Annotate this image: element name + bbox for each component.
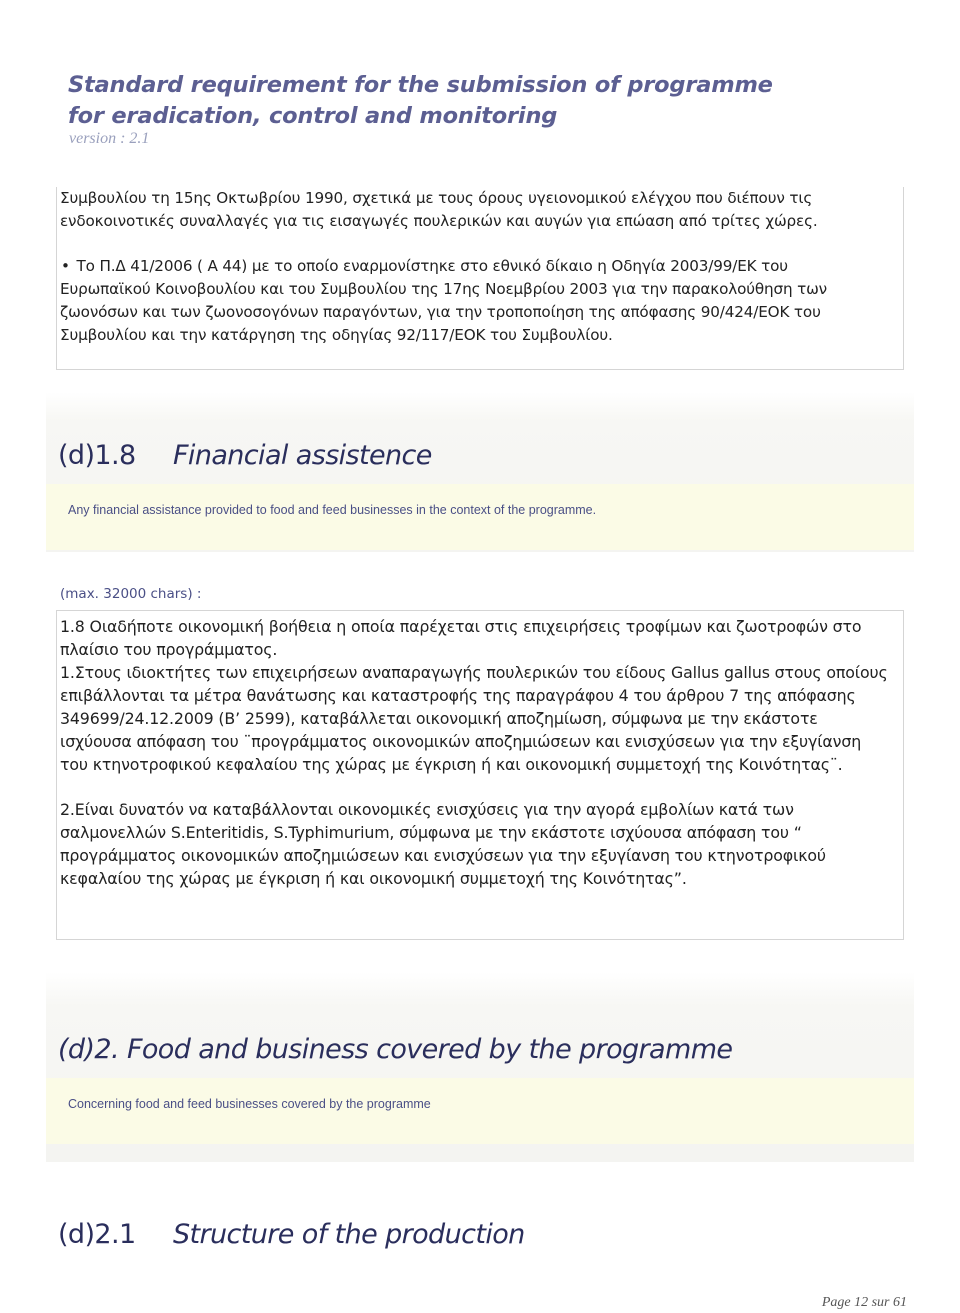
text-line: του κτηνοτροφικού κεφαλαίου της χώρας με έγκριση ή και οικονομική συμμετοχή της Κοινότητας¨. [60,755,843,774]
description-band [46,484,914,550]
section-heading-financial-assistance [58,440,432,471]
section-number: (d)2.1 [58,1219,136,1250]
document-title [68,70,773,132]
text-line: επιβάλλονται τα μέτρα θανάτωσης και καταστροφής της παραγράφου 4 του άρθρου 7 της απόφασης [60,686,856,705]
text-line: Συμβουλίου και την κατάργηση της οδηγίας 92/117/ΕΟΚ του Συμβουλίου. [60,326,613,344]
text-line: 349699/24.12.2009 (Β’ 2599), καταβάλλεται οικονομική αποζημίωση, σύμφωνα με την εκάστοτε [60,709,818,728]
section-heading-structure-production [58,1219,525,1250]
text-line: Το Π.Δ 41/2006 ( Α 44) με το οποίο εναρμονίστηκε στο εθνικό δίκαιο η Οδηγία 2003/99/ΕΚ του [76,257,788,275]
text-box-content [57,611,903,890]
description-band [46,1078,914,1144]
text-box-financial-assistance[interactable] [56,610,904,940]
text-line: 2.Είναι δυνατόν να καταβάλλονται οικονομικές ενισχύσεις για την αγορά εμβολίων κατά των [60,800,794,819]
section-description: Any financial assistance provided to food and feed businesses in the context of the programme. [68,503,597,517]
text-line: ισχύουσα απόφαση του ¨προγράμματος οικονομικών αποζημιώσεων και ενισχύσεων για την εξυγίανση [60,732,862,751]
text-line: 1.Στους ιδιοκτήτες των επιχειρήσεων αναπαραγωγής πουλερικών του είδους Gallus gallus στους οποίους [60,663,888,682]
text-line: ενδοκοινοτικές συναλλαγές για τις εισαγωγές πουλερικών και αυγών για επώαση από τρίτες χώρες. [60,212,818,230]
document-title-line-2: for eradication, control and monitoring [68,103,558,129]
text-line: Συμβουλίου τη 15ης Οκτωβρίου 1990, σχετικά με τους όρους υγειονομικού ελέγχου που διέπουν τις [60,189,813,207]
bullet-icon: • [61,257,70,275]
text-line: πλαίσιο του προγράμματος. [60,640,278,659]
text-line: σαλμονελλών S.Enteritidis, S.Typhimurium, σύμφωνα με την εκάστοτε ισχύουσα απόφαση του “ [60,823,802,842]
text-line: ζωονόσων και των ζωονοσογόνων παραγόντων, για την τροποποίηση της απόφασης 90/424/ΕΟΚ του [60,303,821,321]
text-line: κεφαλαίου της χώρας με έγκριση ή και οικονομική συμμετοχή της Κοινότητας”. [60,869,687,888]
text-box-legislation [56,187,904,370]
max-chars-label: (max. 32000 chars) : [60,586,202,602]
text-line: προγράμματος οικονομικών αποζημιώσεων και ενισχύσεων για την εξυγίανση του κτηνοτροφικού [60,846,826,865]
document-title-line-1: Standard requirement for the submission of programme [68,72,773,98]
bullet-paragraph [60,255,899,278]
section-description: Concerning food and feed businesses covered by the programme [68,1097,431,1111]
version-label: version : 2.1 [69,130,150,147]
text-line: 1.8 Οιαδήποτε οικονομική βοήθεια η οποία παρέχεται στις επιχειρήσεις τροφίμων και ζωοτροφών στο [60,617,862,636]
text-box-content [57,187,903,347]
section-title: Structure of the production [173,1219,525,1250]
section-title: Financial assistence [173,440,432,471]
page-number: Page 12 sur 61 [821,1295,907,1310]
text-line: Ευρωπαϊκού Κοινοβουλίου και του Συμβουλίου της 17ης Νοεμβρίου 2003 για την παρακολούθηση των [60,280,827,298]
section-heading-food-business: (d)2. Food and business covered by the programme [58,1034,733,1065]
section-number: (d)1.8 [58,440,136,471]
